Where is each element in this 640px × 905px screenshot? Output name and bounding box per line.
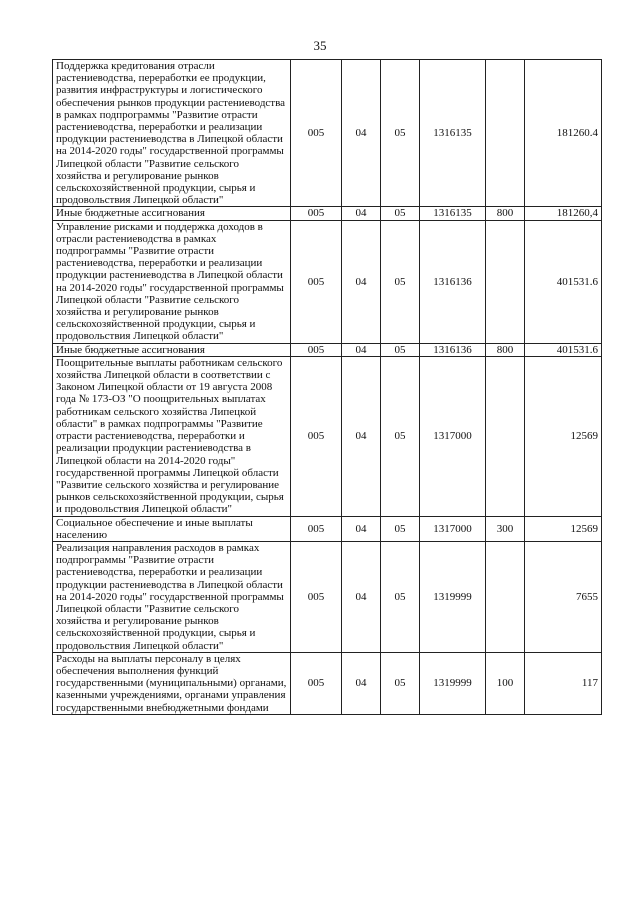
amount: 12569 [525,356,602,516]
target-item-code: 1319999 [420,541,486,652]
ministry-code: 005 [291,220,342,343]
row-description: Иные бюджетные ассигнования [53,207,291,220]
section-code: 04 [342,220,381,343]
table-row [53,60,602,207]
row-description: Иные бюджетные ассигнования [53,343,291,356]
target-item-code: 1316136 [420,220,486,343]
section-code: 04 [342,343,381,356]
section-code: 04 [342,516,381,541]
ministry-code: 005 [291,516,342,541]
subsection-code: 05 [381,356,420,516]
row-description: Расходы на выплаты персоналу в целях обеспечения выполнения функций государственными (муниципальными) органами, казенными учреждениями, органами управления государственными внебюджетными фондами [53,652,291,714]
target-item-code: 1317000 [420,356,486,516]
target-item-code: 1316135 [420,207,486,220]
section-code: 04 [342,60,381,207]
amount: 7655 [525,541,602,652]
row-description: Поощрительные выплаты работникам сельского хозяйства Липецкой области в соответствии с Законом Липецкой области от 19 августа 2008 года № 173-ОЗ "О поощрительных выплатах работникам сельского хозяйства Липецкой области" в рамках подпрограммы "Развитие отрасти растениеводства, переработки и реализации продукции растениеводства в Липецкой области на 2014-2020 годы" государственной программы Липецкой области "Развитие сельского хозяйства и регулирование рынков сельскохозяйственной продукции, сырья и продовольствия Липецкой области" [53,356,291,516]
table-row [53,652,602,714]
expense-type-code [486,220,525,343]
amount: 181260.4 [525,60,602,207]
table-row [53,356,602,516]
subsection-code: 05 [381,652,420,714]
subsection-code: 05 [381,541,420,652]
amount: 401531.6 [525,343,602,356]
expense-type-code [486,60,525,207]
row-description: Реализация направления расходов в рамках подпрограммы "Развитие отрасти растениеводства, переработки и реализации продукции растениеводства в Липецкой области на 2014-2020 годы" государственной программы Липецкой области "Развитие сельского хозяйства и регулирование рынков сельскохозяйственной продукции, сырья и продовольствия Липецкой области" [53,541,291,652]
expense-type-code [486,541,525,652]
subsection-code: 05 [381,60,420,207]
subsection-code: 05 [381,220,420,343]
amount: 181260,4 [525,207,602,220]
table-row [53,343,602,356]
amount: 12569 [525,516,602,541]
table-row [53,516,602,541]
table-row [53,541,602,652]
subsection-code: 05 [381,516,420,541]
table-row [53,220,602,343]
section-code: 04 [342,207,381,220]
section-code: 04 [342,652,381,714]
row-description: Поддержка кредитования отрасли растениеводства, переработки ее продукции, развития инфраструктуры и логистического обеспечения рынков продукции растениеводства в рамках подпрограммы "Развитие отрасти растениеводства, переработки и реализации продукции растениеводства в Липецкой области на 2014-2020 годы" государственной программы Липецкой области "Развитие сельского хозяйства и регулирование рынков сельскохозяйственной продукции, сырья и продовольствия Липецкой области" [53,60,291,207]
ministry-code: 005 [291,343,342,356]
row-description: Социальное обеспечение и иные выплаты населению [53,516,291,541]
target-item-code: 1316135 [420,60,486,207]
table-row [53,207,602,220]
expense-type-code: 300 [486,516,525,541]
target-item-code: 1316136 [420,343,486,356]
ministry-code: 005 [291,652,342,714]
subsection-code: 05 [381,207,420,220]
ministry-code: 005 [291,356,342,516]
section-code: 04 [342,356,381,516]
target-item-code: 1317000 [420,516,486,541]
target-item-code: 1319999 [420,652,486,714]
expense-type-code [486,356,525,516]
ministry-code: 005 [291,60,342,207]
row-description: Управление рисками и поддержка доходов в отрасли растениеводства в рамках подпрограммы "Развитие отрасти растениеводства, переработки и реализации продукции растениеводства в Липецкой области на 2014-2020 годы" государственной программы Липецкой области "Развитие сельского хозяйства и регулирование рынков сельскохозяйственной продукции, сырья и продовольствия Липецкой области" [53,220,291,343]
ministry-code: 005 [291,207,342,220]
ministry-code: 005 [291,541,342,652]
expense-type-code: 800 [486,207,525,220]
subsection-code: 05 [381,343,420,356]
expense-type-code: 800 [486,343,525,356]
amount: 401531.6 [525,220,602,343]
amount: 117 [525,652,602,714]
budget-table [52,59,602,715]
section-code: 04 [342,541,381,652]
page-number: 35 [313,38,327,53]
expense-type-code: 100 [486,652,525,714]
